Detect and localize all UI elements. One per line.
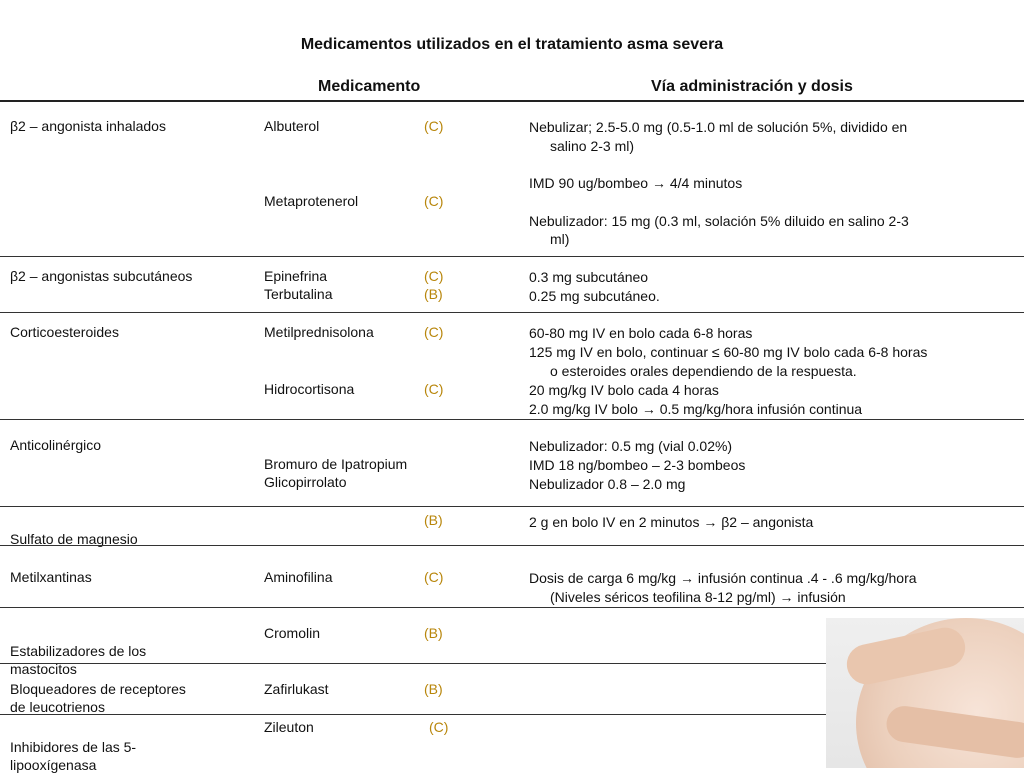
dose-text: 2.0 mg/kg IV bolo → 0.5 mg/kg/hora infusión continua [529,401,863,417]
row-group-inhibidores-cont: lipooxígenasa [10,757,97,773]
row-group-estabilizadores: Estabilizadores de los [10,643,147,659]
drug-terbutalina: Terbutalina [264,286,333,302]
row-group-bloqueadores: Bloqueadores de receptores [10,681,186,697]
category-badge: (B) [424,286,443,302]
header-rule [0,100,1024,102]
drug-cromolin: Cromolin [264,625,321,641]
row-group-anticolinergico: Anticolinérgico [10,437,102,453]
drug-bromuro-ipatropium: Bromuro de Ipatropium [264,456,408,472]
row-group-corticoesteroides: Corticoesteroides [10,324,119,340]
drug-zafirlukast: Zafirlukast [264,681,329,697]
row-divider [0,714,826,715]
category-badge: (C) [424,193,444,209]
row-divider [0,607,1024,608]
row-group-inhibidores: Inhibidores de las 5- [10,739,137,755]
row-group-b2-inhalados: β2 – angonista inhalados [10,118,166,134]
drug-metilprednisolona: Metilprednisolona [264,324,374,340]
row-group-estabilizadores-cont: mastocitos [10,661,77,677]
row-group-metilxantinas: Metilxantinas [10,569,92,585]
drug-albuterol: Albuterol [264,118,320,134]
dose-text: Nebulizar; 2.5-5.0 mg (0.5-1.0 ml de solución 5%, dividido en [529,119,908,135]
category-badge: (B) [424,512,443,528]
drug-zileuton: Zileuton [264,719,314,735]
drug-glicopirrolato: Glicopirrolato [264,474,347,490]
header-medicamento: Medicamento [318,78,421,95]
dose-text: ml) [550,231,570,247]
dose-text: 20 mg/kg IV bolo cada 4 horas [529,382,719,398]
dose-text: IMD 18 ng/bombeo – 2-3 bombeos [529,457,746,473]
row-divider [0,419,1024,420]
row-group-b2-subcutaneos: β2 – angonistas subcutáneos [10,268,193,284]
dose-text: Nebulizador 0.8 – 2.0 mg [529,476,686,492]
category-badge: (C) [424,381,444,397]
dose-text: 0.3 mg subcutáneo [529,269,649,285]
category-badge: (C) [424,118,444,134]
row-group-sulfato-magnesio: Sulfato de magnesio [10,531,138,547]
drug-aminofilina: Aminofilina [264,569,333,585]
dose-text: Nebulizador: 0.5 mg (vial 0.02%) [529,438,733,454]
category-badge: (C) [429,719,449,735]
row-divider [0,256,1024,257]
category-badge: (C) [424,268,444,284]
dose-text: IMD 90 ug/bombeo → 4/4 minutos [529,175,743,191]
row-group-bloqueadores-cont: de leucotrienos [10,699,105,715]
category-badge: (B) [424,625,443,641]
dose-text: 125 mg IV en bolo, continuar ≤ 60-80 mg IV bolo cada 6-8 horas [529,344,928,360]
dose-text: 60-80 mg IV en bolo cada 6-8 horas [529,325,753,341]
category-badge: (C) [424,569,444,585]
dose-text: 2 g en bolo IV en 2 minutos → β2 – angonista [529,514,814,530]
dose-text: Dosis de carga 6 mg/kg → infusión continua .4 - .6 mg/kg/hora [529,570,917,586]
page-title: Medicamentos utilizados en el tratamiento asma severa [300,36,724,53]
row-divider [0,663,826,664]
header-via-administracion: Vía administración y dosis [651,78,853,95]
dose-text: 0.25 mg subcutáneo. [529,288,660,304]
row-divider [0,506,1024,507]
pregnant-belly-photo [826,618,1024,768]
drug-hidrocortisona: Hidrocortisona [264,381,355,397]
dose-text: Nebulizador: 15 mg (0.3 ml, solación 5% diluido en salino 2-3 [529,213,909,229]
drug-metaprotenerol: Metaprotenerol [264,193,359,209]
category-badge: (C) [424,324,444,340]
category-badge: (B) [424,681,443,697]
row-divider [0,545,1024,546]
row-divider [0,312,1024,313]
dose-text: salino 2-3 ml) [550,138,635,154]
dose-text: (Niveles séricos teofilina 8-12 pg/ml) → infusión [550,589,846,605]
drug-epinefrina: Epinefrina [264,268,328,284]
dose-text: o esteroides orales dependiendo de la respuesta. [550,363,857,379]
